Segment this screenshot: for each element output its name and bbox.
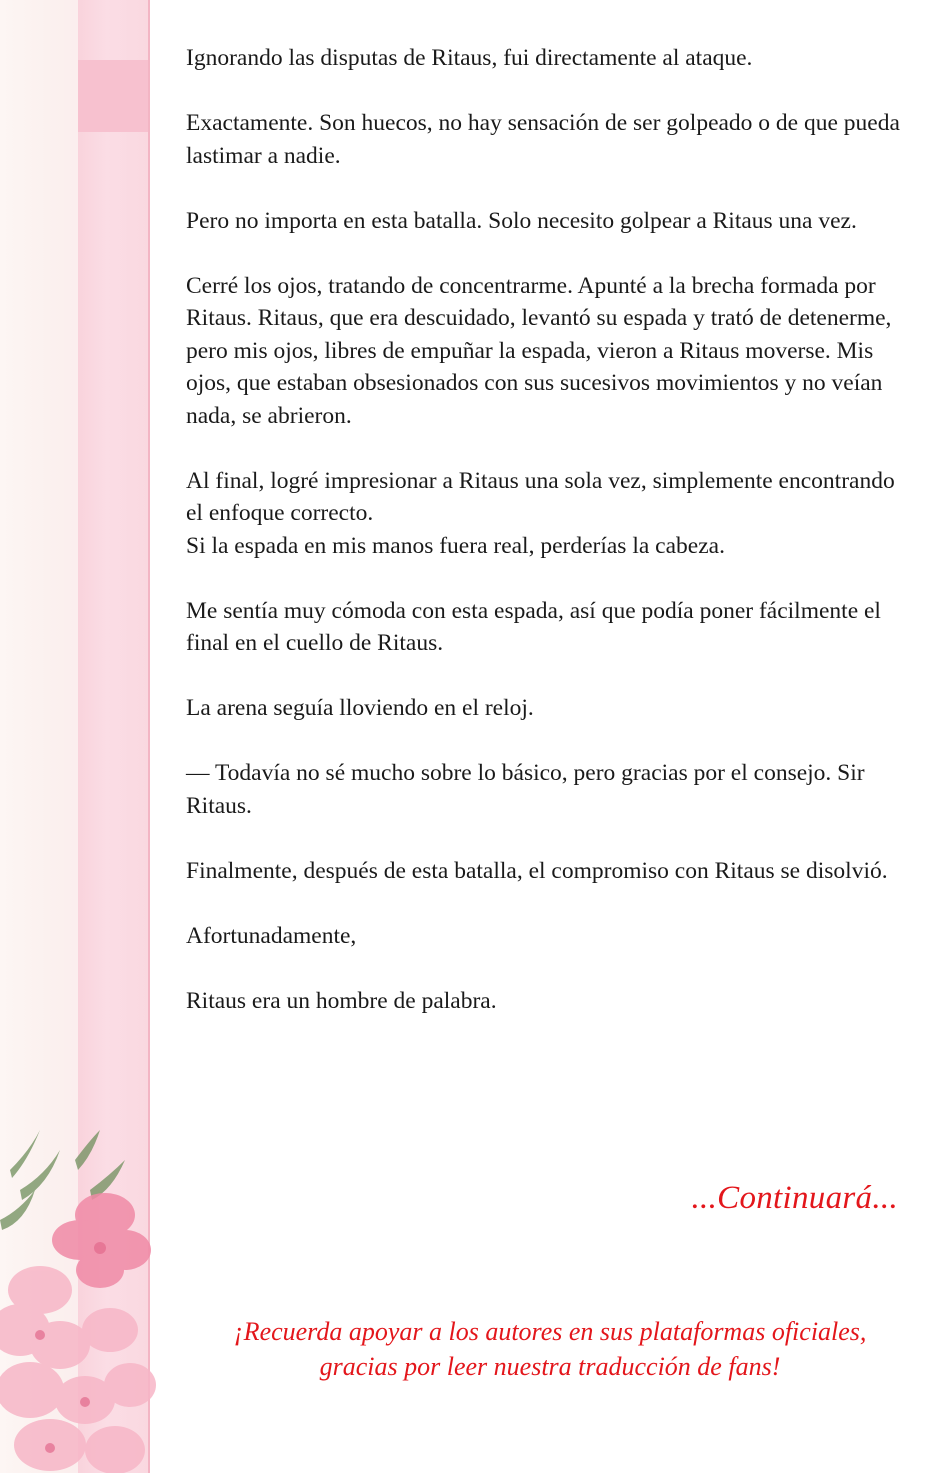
continue-label: ...Continuará... [691,1180,898,1216]
paragraph: Si la espada en mis manos fuera real, perderías la cabeza. [186,532,725,559]
closing-message [190,1314,910,1384]
pink-flowers-illustration [0,1130,160,1473]
closing-line: ¡Recuerda apoyar a los autores en sus plataformas oficiales, [233,1317,867,1346]
paragraph: Ignorando las disputas de Ritaus, fui directamente al ataque. [186,45,753,71]
paragraph: Cerré los ojos, tratando de concentrarme. Apunté a la brecha formada por Ritaus. Ritaus, que era descuidado, levantó su espada y trató de detenerme, pero mis ojos, libres de empuñar la espada, vieron a Ritaus moverse. Mis ojos, que estaban obsesionados con sus sucesivos movimientos y no veían nada, se abrieron. [186,272,892,429]
paragraph: Finalmente, después de esta batalla, el compromiso con Ritaus se disolvió. [186,857,888,884]
paragraph: Me sentía muy cómoda con esta espada, así que podía poner fácilmente el final en el cuello de Ritaus. [186,597,881,656]
paragraph: Afortunadamente, [186,922,357,949]
paragraph: — Todavía no sé mucho sobre lo básico, pero gracias por el consejo. Sir Ritaus. [186,760,865,819]
paragraph: Al final, logré impresionar a Ritaus una sola vez, simplemente encontrando el enfoque correcto. [186,467,895,526]
closing-line: gracias por leer nuestra traducción de fans! [319,1352,781,1381]
paragraph: Exactamente. Son huecos, no hay sensación de ser golpeado o de que pueda lastimar a nadie. [186,110,900,169]
story-text [186,42,911,1050]
paragraph: Ritaus era un hombre de palabra. [186,987,497,1014]
paragraph: La arena seguía lloviendo en el reloj. [186,695,534,721]
ribbon-band [78,60,150,132]
paragraph: Pero no importa en esta batalla. Solo necesito golpear a Ritaus una vez. [186,207,857,234]
